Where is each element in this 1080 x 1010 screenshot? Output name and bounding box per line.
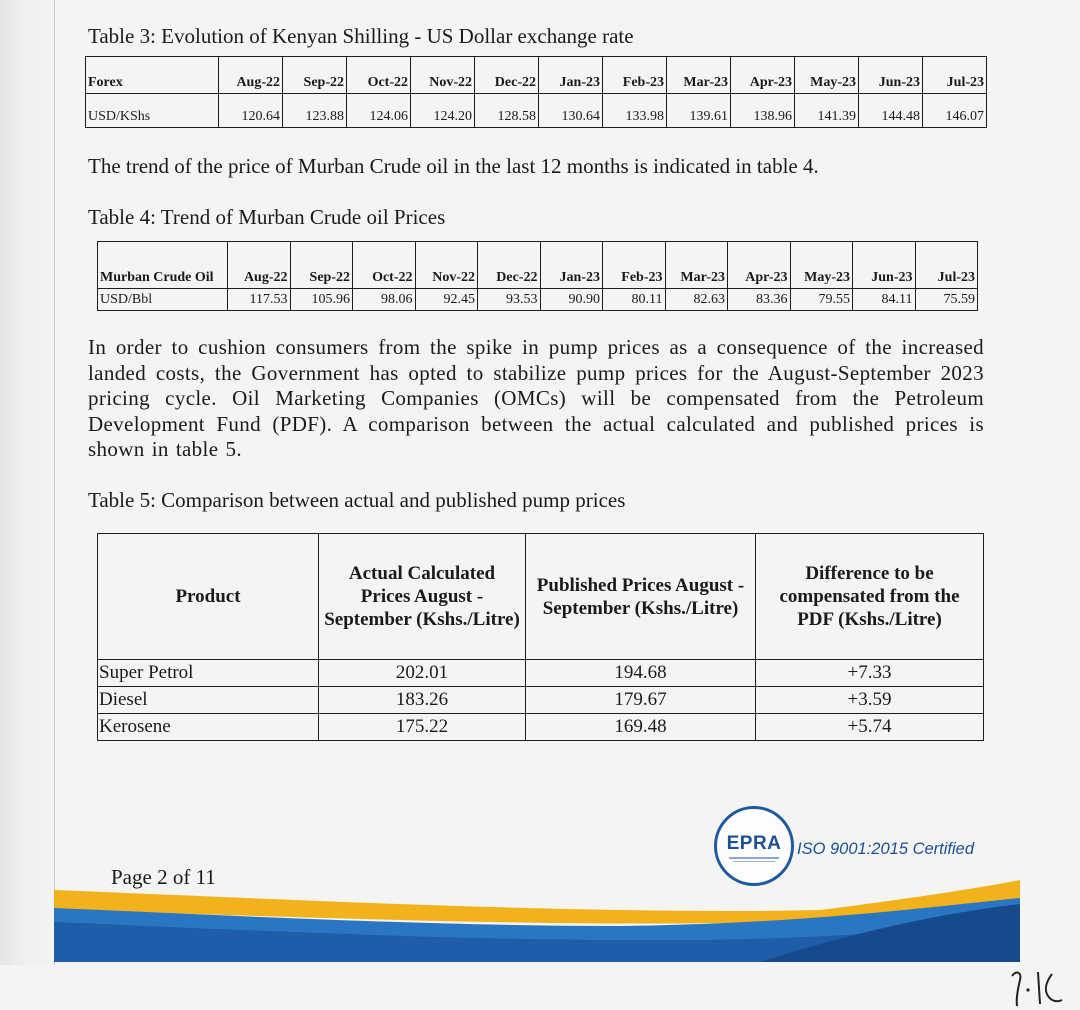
product-name: Kerosene [98,714,319,741]
table4-header-row [98,242,978,289]
table3-month: Jul-23 [923,57,987,94]
published-price: 169.48 [526,714,756,741]
table3-month: Jun-23 [859,57,923,94]
iso-certification: ISO 9001:2015 Certified [797,840,975,858]
table3-header-label: Forex [86,57,219,94]
table4-value: 93.53 [478,289,541,311]
table5-header-published: Published Prices August -September (Kshs./Litre) [526,534,756,660]
table3-month: Sep-22 [283,57,347,94]
logo-tagline-bar [729,857,779,859]
table4-month: Jul-23 [915,242,978,289]
page-edge [54,0,55,965]
table4-month: May-23 [790,242,853,289]
table3-value: 133.98 [603,94,667,128]
table3-month: Aug-22 [219,57,283,94]
price-difference: +5.74 [756,714,984,741]
table4-month: Nov-22 [415,242,478,289]
page-edge-shadow [0,0,54,965]
table4-month: Dec-22 [478,242,541,289]
table-row [98,714,984,741]
table3-value: 124.06 [347,94,411,128]
table3-month: Dec-22 [475,57,539,94]
product-name: Super Petrol [98,660,319,687]
table4-row [98,289,978,311]
handwritten-initials [1008,968,1068,1008]
table3-row-label: USD/KShs [86,94,219,128]
table5-header-actual: Actual Calculated Prices August -September (Kshs./Litre) [319,534,526,660]
actual-price: 183.26 [319,687,526,714]
table5-header-product: Product [98,534,319,660]
table3-month: May-23 [795,57,859,94]
table4-value: 105.96 [290,289,353,311]
price-difference: +7.33 [756,660,984,687]
table4 [97,241,978,311]
table3-value: 130.64 [539,94,603,128]
product-name: Diesel [98,687,319,714]
epra-logo [714,806,794,886]
table4-value: 92.45 [415,289,478,311]
table3-month: Oct-22 [347,57,411,94]
table3-header-row [86,57,987,94]
table3-row [86,94,987,128]
table4-month: Feb-23 [603,242,666,289]
table4-value: 84.11 [853,289,916,311]
table3-value: 144.48 [859,94,923,128]
table3-month: Mar-23 [667,57,731,94]
table4-value: 98.06 [353,289,416,311]
table3-month: Apr-23 [731,57,795,94]
table-row [98,660,984,687]
table3-value: 120.64 [219,94,283,128]
table3 [85,56,987,128]
actual-price: 175.22 [319,714,526,741]
table4-value: 75.59 [915,289,978,311]
table3-value: 123.88 [283,94,347,128]
table4-month: Oct-22 [353,242,416,289]
body-paragraph: In order to cushion consumers from the spike in pump prices as a consequence of the increased landed costs, the Government has opted to stabilize pump prices for the August-September 2023 pricing cycle. Oil Marketing Companies (OMCs) will be compensated from the Petroleum Development Fund (PDF). A comparison between the actual calculated and published prices is shown in table 5. [88,335,984,461]
price-difference: +3.59 [756,687,984,714]
table4-month: Apr-23 [728,242,791,289]
table4-month: Mar-23 [665,242,728,289]
published-price: 194.68 [526,660,756,687]
table4-value: 82.63 [665,289,728,311]
table4-month: Aug-22 [228,242,291,289]
table4-value: 80.11 [603,289,666,311]
table4-value: 83.36 [728,289,791,311]
table3-value: 139.61 [667,94,731,128]
intro-table4: The trend of the price of Murban Crude oil in the last 12 months is indicated in table 4. [88,154,819,178]
table5-header-row [98,534,984,660]
table3-caption: Table 3: Evolution of Kenyan Shilling - US Dollar exchange rate [88,24,634,48]
table4-header-label: Murban Crude Oil [98,242,228,289]
table4-month: Jan-23 [540,242,603,289]
table3-value: 138.96 [731,94,795,128]
table5 [97,533,984,741]
table-row [98,687,984,714]
page-number: Page 2 of 11 [111,865,216,889]
actual-price: 202.01 [319,660,526,687]
table4-value: 79.55 [790,289,853,311]
table3-value: 124.20 [411,94,475,128]
table4-caption: Table 4: Trend of Murban Crude oil Prices [88,205,446,229]
table3-value: 128.58 [475,94,539,128]
table4-month: Sep-22 [290,242,353,289]
table3-month: Feb-23 [603,57,667,94]
table5-caption: Table 5: Comparison between actual and published pump prices [88,488,626,512]
table3-month: Jan-23 [539,57,603,94]
published-price: 179.67 [526,687,756,714]
logo-text: EPRA [726,833,782,854]
table3-month: Nov-22 [411,57,475,94]
table3-value: 146.07 [923,94,987,128]
table4-month: Jun-23 [853,242,916,289]
table4-row-label: USD/Bbl [98,289,228,311]
table4-value: 90.90 [540,289,603,311]
table3-value: 141.39 [795,94,859,128]
table4-value: 117.53 [228,289,291,311]
logo-tagline-bar [733,861,775,862]
table5-header-difference: Difference to be compensated from the PDF (Kshs./Litre) [756,534,984,660]
